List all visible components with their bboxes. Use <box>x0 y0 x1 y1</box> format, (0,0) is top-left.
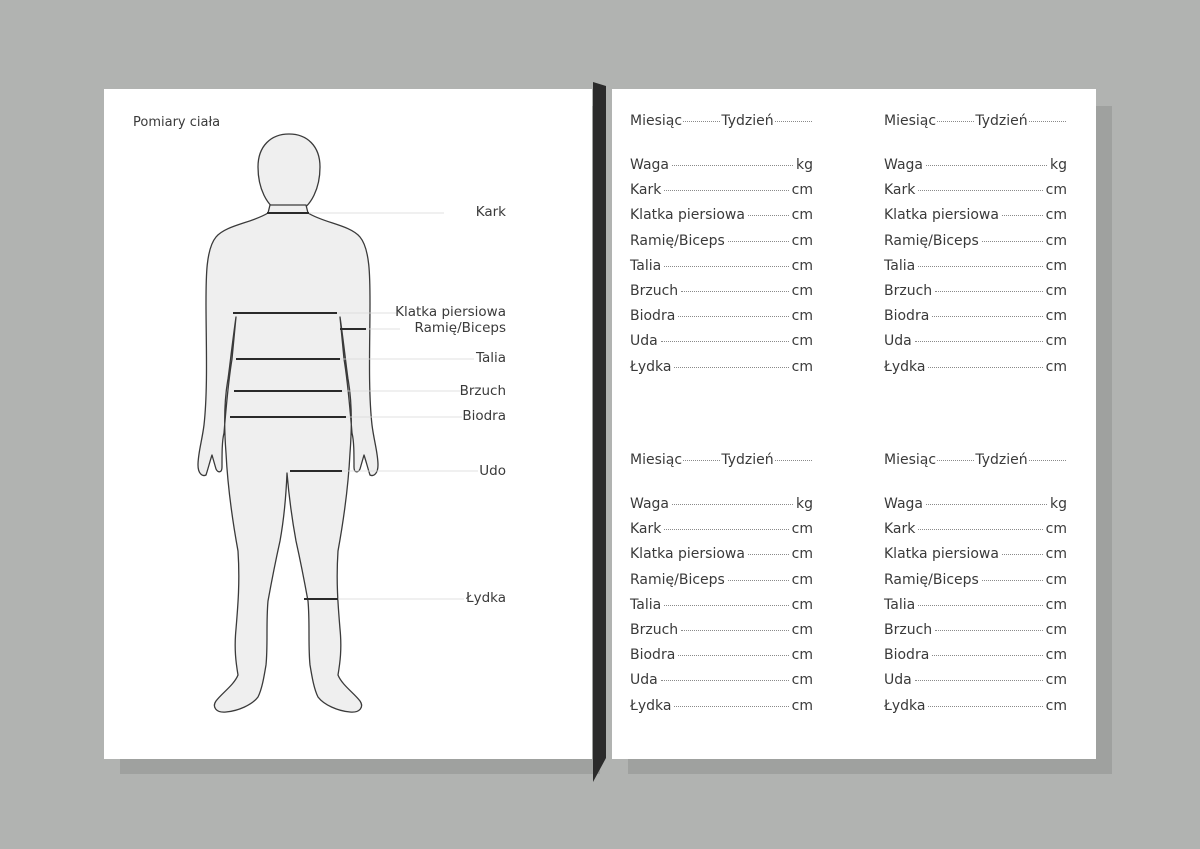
month-field[interactable] <box>683 460 720 461</box>
row-unit: cm <box>791 596 813 613</box>
row-unit: kg <box>1050 157 1067 173</box>
row-unit: kg <box>1050 496 1067 512</box>
row-label: Klatka piersiowa <box>630 546 745 563</box>
month-label: Miesiąc <box>884 113 937 129</box>
row-unit: cm <box>1045 546 1067 563</box>
block-header <box>884 113 1067 133</box>
row-label: Klatka piersiowa <box>630 207 745 224</box>
entry-field[interactable] <box>681 291 789 292</box>
row-unit: cm <box>1045 232 1067 249</box>
block-header <box>630 452 813 472</box>
entry-field[interactable] <box>672 504 793 505</box>
row-unit: cm <box>791 182 813 199</box>
row-label: Brzuch <box>630 282 679 299</box>
label-klatka: Klatka piersiowa <box>395 304 506 320</box>
entry-field[interactable] <box>674 367 788 368</box>
label-udo: Udo <box>479 463 506 479</box>
entry-field[interactable] <box>664 190 788 191</box>
entry-field[interactable] <box>748 554 789 555</box>
row-waga <box>630 157 813 182</box>
entry-field[interactable] <box>982 241 1043 242</box>
measurement-block <box>630 113 813 384</box>
block-header <box>630 113 813 133</box>
row-label: Talia <box>630 596 662 613</box>
entry-field[interactable] <box>918 605 1042 606</box>
row-unit: cm <box>1045 333 1067 350</box>
entry-field[interactable] <box>661 341 789 342</box>
row-label: Łydka <box>630 697 672 714</box>
entry-field[interactable] <box>928 706 1042 707</box>
right-page <box>612 89 1096 759</box>
row-biodra <box>630 647 813 672</box>
month-label: Miesiąc <box>630 113 683 129</box>
row-label: Biodra <box>884 308 930 325</box>
figure-head <box>258 134 320 213</box>
row-unit: cm <box>1045 672 1067 689</box>
row-label: Ramię/Biceps <box>630 571 725 588</box>
row-kark <box>884 182 1067 207</box>
row-unit: cm <box>1045 697 1067 714</box>
label-kark: Kark <box>475 204 506 220</box>
measurement-block <box>884 452 1067 723</box>
entry-field[interactable] <box>918 190 1042 191</box>
row-brzuch <box>884 622 1067 647</box>
week-label: Tydzień <box>975 113 1028 129</box>
row-unit: cm <box>1045 358 1067 375</box>
row-unit: cm <box>1045 571 1067 588</box>
block-header <box>884 452 1067 472</box>
row-unit: cm <box>791 546 813 563</box>
entry-field[interactable] <box>664 266 788 267</box>
row-uda <box>884 333 1067 358</box>
entry-field[interactable] <box>728 580 789 581</box>
row-label: Kark <box>884 521 916 538</box>
month-label: Miesiąc <box>630 452 683 468</box>
month-label: Miesiąc <box>884 452 937 468</box>
row-unit: cm <box>791 207 813 224</box>
row-unit: cm <box>791 308 813 325</box>
entry-field[interactable] <box>935 630 1043 631</box>
row-brzuch <box>630 622 813 647</box>
row-label: Waga <box>630 157 669 173</box>
row-label: Łydka <box>884 697 926 714</box>
row-label: Uda <box>630 672 658 689</box>
month-field[interactable] <box>937 121 974 122</box>
row-label: Uda <box>884 333 912 350</box>
body-figure-illustration <box>104 89 592 759</box>
row-lydka <box>630 359 813 384</box>
row-label: Kark <box>630 182 662 199</box>
entry-field[interactable] <box>932 316 1042 317</box>
row-unit: cm <box>791 521 813 538</box>
week-label: Tydzień <box>721 452 774 468</box>
row-unit: kg <box>796 496 813 512</box>
row-lydka <box>884 359 1067 384</box>
row-unit: cm <box>1045 521 1067 538</box>
row-kark <box>884 521 1067 546</box>
row-unit: cm <box>791 647 813 664</box>
row-label: Brzuch <box>630 621 679 638</box>
row-unit: cm <box>791 571 813 588</box>
row-kark <box>630 521 813 546</box>
row-label: Ramię/Biceps <box>630 232 725 249</box>
row-unit: cm <box>1045 282 1067 299</box>
row-unit: cm <box>1045 647 1067 664</box>
row-biceps <box>884 572 1067 597</box>
row-klatka <box>884 546 1067 571</box>
row-biodra <box>884 308 1067 333</box>
row-label: Uda <box>884 672 912 689</box>
row-unit: cm <box>791 257 813 274</box>
row-unit: cm <box>1045 207 1067 224</box>
row-klatka <box>630 207 813 232</box>
entry-field[interactable] <box>935 291 1043 292</box>
row-label: Ramię/Biceps <box>884 571 979 588</box>
row-talia <box>884 597 1067 622</box>
row-talia <box>630 597 813 622</box>
row-label: Talia <box>884 596 916 613</box>
label-lydka: Łydka <box>466 590 506 606</box>
row-label: Łydka <box>630 358 672 375</box>
figure-body <box>198 205 378 712</box>
entry-field[interactable] <box>678 655 788 656</box>
row-waga <box>884 496 1067 521</box>
month-field[interactable] <box>937 460 974 461</box>
week-label: Tydzień <box>975 452 1028 468</box>
week-field[interactable] <box>1029 121 1066 122</box>
row-unit: cm <box>791 358 813 375</box>
row-biodra <box>884 647 1067 672</box>
row-biceps <box>884 233 1067 258</box>
row-lydka <box>884 698 1067 723</box>
row-label: Ramię/Biceps <box>884 232 979 249</box>
measurement-block <box>630 452 813 723</box>
entry-field[interactable] <box>918 266 1042 267</box>
row-label: Waga <box>630 496 669 512</box>
row-label: Brzuch <box>884 282 933 299</box>
entry-field[interactable] <box>681 630 789 631</box>
entry-field[interactable] <box>748 215 789 216</box>
row-lydka <box>630 698 813 723</box>
row-uda <box>884 672 1067 697</box>
row-label: Waga <box>884 496 923 512</box>
row-label: Biodra <box>630 647 676 664</box>
row-klatka <box>884 207 1067 232</box>
row-talia <box>884 258 1067 283</box>
row-unit: cm <box>791 333 813 350</box>
row-brzuch <box>884 283 1067 308</box>
row-label: Kark <box>630 521 662 538</box>
row-unit: cm <box>791 697 813 714</box>
row-unit: kg <box>796 157 813 173</box>
row-label: Biodra <box>884 647 930 664</box>
entry-field[interactable] <box>664 605 788 606</box>
row-unit: cm <box>791 282 813 299</box>
row-unit: cm <box>1045 621 1067 638</box>
label-biceps: Ramię/Biceps <box>414 320 506 336</box>
week-field[interactable] <box>1029 460 1066 461</box>
row-label: Łydka <box>884 358 926 375</box>
row-biceps <box>630 572 813 597</box>
row-label: Brzuch <box>884 621 933 638</box>
entry-field[interactable] <box>915 680 1043 681</box>
row-unit: cm <box>1045 308 1067 325</box>
row-uda <box>630 333 813 358</box>
entry-field[interactable] <box>1002 554 1043 555</box>
row-unit: cm <box>1045 257 1067 274</box>
entry-field[interactable] <box>1002 215 1043 216</box>
entry-field[interactable] <box>661 680 789 681</box>
label-biodra: Biodra <box>462 408 506 424</box>
row-uda <box>630 672 813 697</box>
entry-field[interactable] <box>982 580 1043 581</box>
row-talia <box>630 258 813 283</box>
row-biodra <box>630 308 813 333</box>
notebook-spine <box>593 82 606 782</box>
entry-field[interactable] <box>664 529 788 530</box>
row-label: Klatka piersiowa <box>884 546 999 563</box>
entry-field[interactable] <box>928 367 1042 368</box>
measurement-block <box>884 113 1067 384</box>
row-label: Waga <box>884 157 923 173</box>
entry-field[interactable] <box>932 655 1042 656</box>
entry-field[interactable] <box>672 165 793 166</box>
week-label: Tydzień <box>721 113 774 129</box>
row-brzuch <box>630 283 813 308</box>
entry-field[interactable] <box>926 165 1047 166</box>
row-klatka <box>630 546 813 571</box>
row-label: Talia <box>630 257 662 274</box>
label-talia: Talia <box>475 350 506 366</box>
week-field[interactable] <box>775 121 812 122</box>
row-unit: cm <box>791 621 813 638</box>
row-waga <box>630 496 813 521</box>
row-kark <box>630 182 813 207</box>
row-waga <box>884 157 1067 182</box>
month-field[interactable] <box>683 121 720 122</box>
entry-field[interactable] <box>728 241 789 242</box>
row-label: Talia <box>884 257 916 274</box>
row-label: Uda <box>630 333 658 350</box>
row-label: Kark <box>884 182 916 199</box>
row-label: Klatka piersiowa <box>884 207 999 224</box>
row-label: Biodra <box>630 308 676 325</box>
label-brzuch: Brzuch <box>459 383 506 399</box>
entry-field[interactable] <box>926 504 1047 505</box>
row-unit: cm <box>791 672 813 689</box>
left-page <box>104 89 592 759</box>
row-biceps <box>630 233 813 258</box>
page-title: Pomiary ciała <box>133 115 221 130</box>
row-unit: cm <box>1045 182 1067 199</box>
row-unit: cm <box>1045 596 1067 613</box>
entry-field[interactable] <box>674 706 788 707</box>
row-unit: cm <box>791 232 813 249</box>
entry-field[interactable] <box>918 529 1042 530</box>
week-field[interactable] <box>775 460 812 461</box>
entry-field[interactable] <box>915 341 1043 342</box>
entry-field[interactable] <box>678 316 788 317</box>
